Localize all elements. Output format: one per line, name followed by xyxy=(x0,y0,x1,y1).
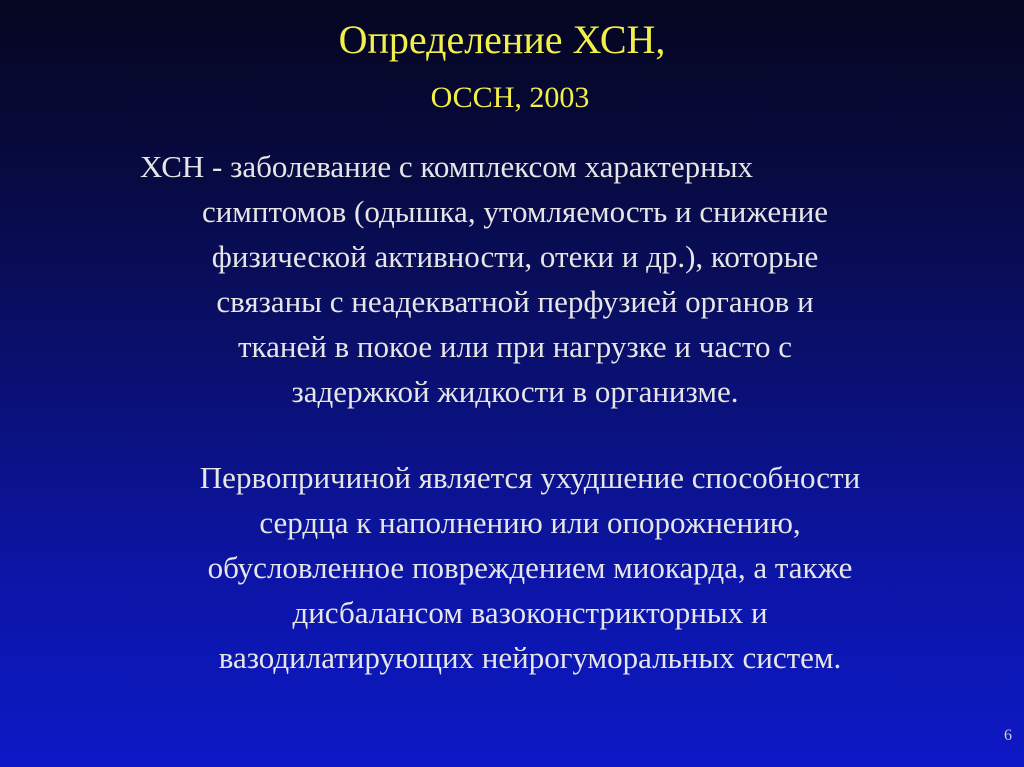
cause-paragraph xyxy=(100,455,960,680)
cause-line: Первопричиной является ухудшение способности xyxy=(199,460,861,495)
definition-line: симптомов (одышка, утомляемость и снижение xyxy=(201,194,829,229)
cause-line: сердца к наполнению или опорожнению, xyxy=(259,505,801,540)
cause-line: обусловленное повреждением миокарда, а также xyxy=(207,550,853,585)
definition-line: ХСН - заболевание с комплексом характерных xyxy=(140,149,754,184)
definition-paragraph xyxy=(130,144,900,414)
definition-line: задержкой жидкости в организме. xyxy=(291,374,739,409)
cause-line: вазодилатирующих нейрогуморальных систем. xyxy=(218,640,842,675)
page-number: 6 xyxy=(1004,727,1012,744)
slide-subtitle: ОССН, 2003 xyxy=(430,81,590,114)
definition-line: связаны с неадекватной перфузией органов и xyxy=(216,284,814,319)
definition-line: физической активности, отеки и др.), которые xyxy=(211,239,819,274)
cause-line: дисбалансом вазоконстрикторных и xyxy=(292,595,768,630)
slide-title: Определение ХСН, xyxy=(338,17,666,62)
definition-line: тканей в покое или при нагрузке и часто с xyxy=(237,329,793,364)
